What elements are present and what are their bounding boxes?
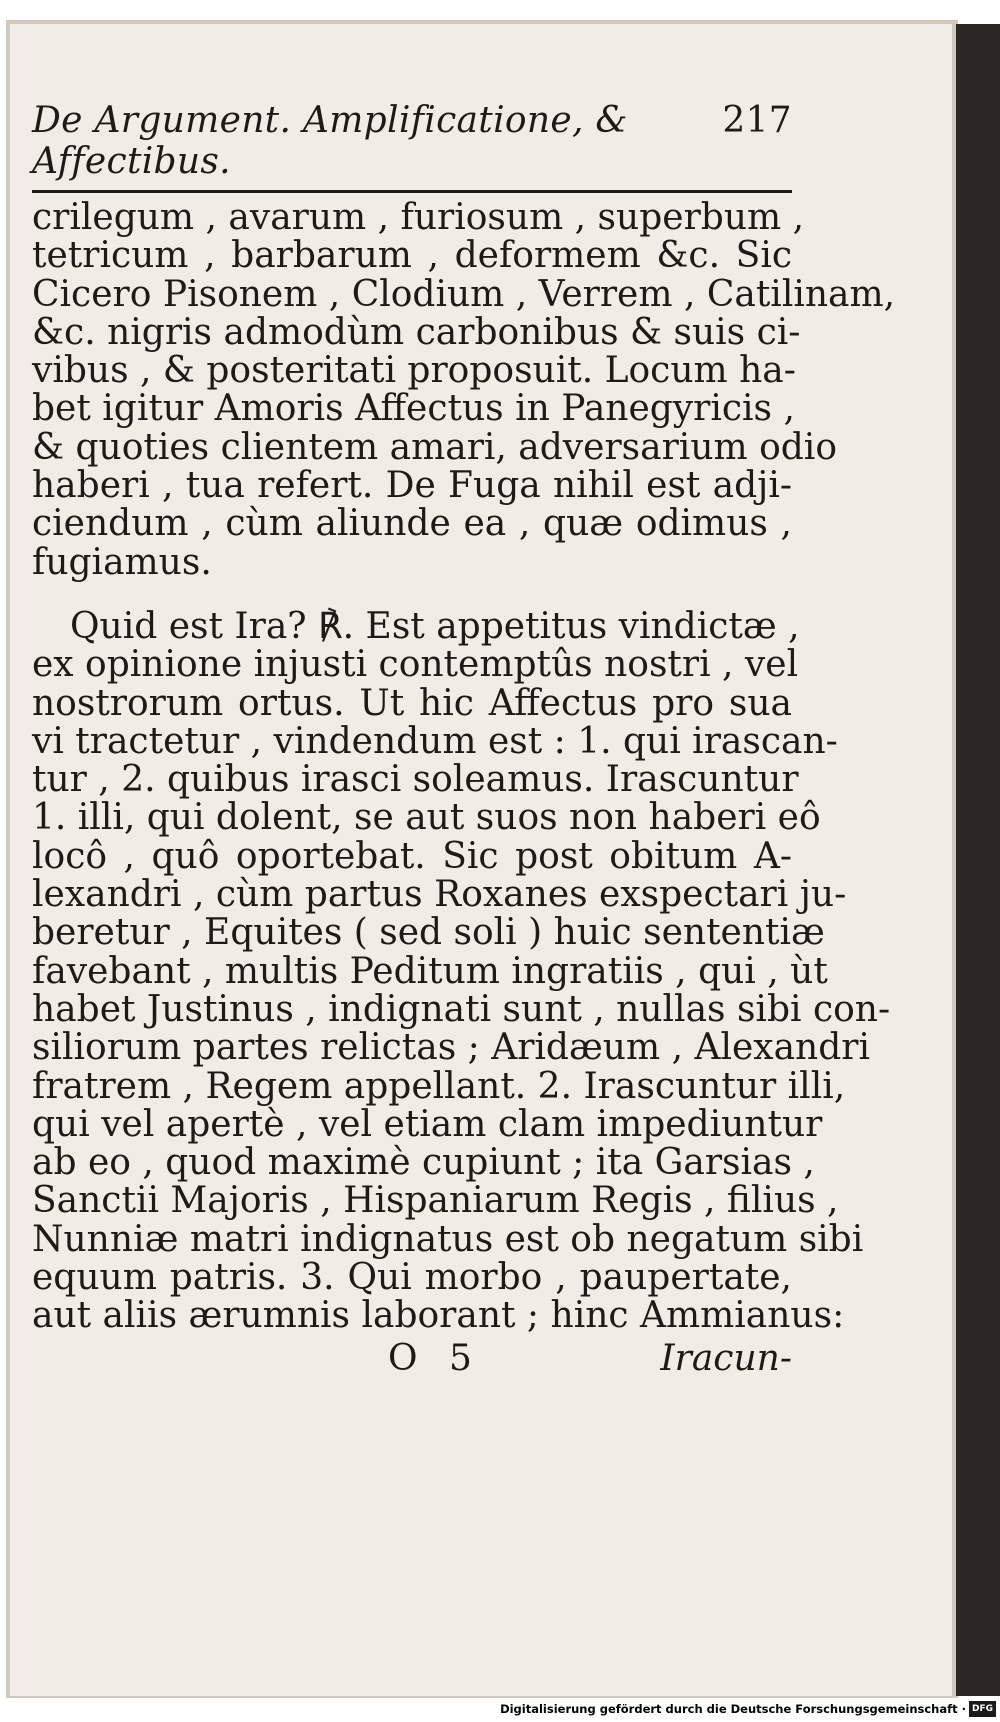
text-line: ab eo , quod maximè cupiunt ; ita Garsias , [32, 1142, 815, 1184]
credit-text: Digitalisierung gefördert durch die Deutsche Forschungsgemeinschaft · [500, 1702, 966, 1716]
running-head [32, 100, 792, 182]
text-line: equum patris. 3. Qui morbo , paupertate, [32, 1257, 792, 1299]
text-line: Nunniæ matri indignatus est ob negatum sibi [32, 1218, 864, 1260]
text-line: fugiamus. [32, 541, 212, 583]
text-line: Quid est Ira? ℟. Est appetitus vindictæ , [70, 605, 800, 647]
book-edge [956, 24, 1000, 1696]
running-title: De Argument. Amplificatione, & Affectibus. [32, 100, 628, 182]
text-block [32, 197, 896, 1337]
text-line: Cicero Pisonem , Clodium , Verrem , Catilinam, [32, 273, 896, 315]
text-line: nostrorum ortus. Ut hic Affectus pro sua [32, 682, 792, 724]
page-body [32, 100, 896, 1379]
text-line: fratrem , Regem appellant. 2. Irascuntur illi, [32, 1065, 846, 1107]
paragraph-2 [32, 605, 891, 1337]
catchword: Iracun- [660, 1337, 792, 1379]
text-line: siliorum partes relictas ; Aridæum , Alexandri [32, 1027, 870, 1069]
text-line: Sanctii Majoris , Hispaniarum Regis , filius , [32, 1180, 839, 1222]
text-line: tetricum , barbarum , deformem &c. Sic [32, 235, 792, 277]
dfg-logo-icon: DFG [969, 1701, 996, 1717]
paragraph-1 [32, 197, 896, 583]
text-line: vi tractetur , vindendum est : 1. qui irascan- [32, 720, 838, 762]
text-line: crilegum , avarum , furiosum , superbum , [32, 197, 805, 238]
text-line: habet Justinus , indignati sunt , nullas sibi con- [32, 988, 891, 1030]
text-line: locô , quô oportebat. Sic post obitum A- [32, 835, 792, 877]
text-line: &c. nigris admodùm carbonibus & suis ci- [32, 311, 801, 353]
text-line: bet igitur Amoris Affectus in Panegyricis , [32, 388, 795, 430]
text-line: lexandri , cùm partus Roxanes exspectari ju- [32, 874, 847, 916]
signature-mark: O 5 [388, 1337, 482, 1379]
paragraph-gap [32, 582, 792, 608]
text-line: vibus , & posteritati proposuit. Locum ha- [32, 350, 796, 392]
text-line: ex opinione injusti contemptûs nostri , vel [32, 644, 799, 686]
digitization-credit [0, 1698, 1000, 1722]
page-footer [32, 1338, 792, 1378]
text-line: tur , 2. quibus irasci soleamus. Irascuntur [32, 759, 799, 801]
text-line: beretur , Equites ( sed soli ) huic sententiæ [32, 912, 825, 954]
text-line: aut aliis ærumnis laborant ; hinc Ammianus: [32, 1295, 845, 1337]
text-line: haberi , tua refert. De Fuga nihil est adji- [32, 465, 792, 507]
text-line: favebant , multis Peditum ingratiis , qui , ùt [32, 950, 828, 992]
text-line: 1. illi, qui dolent, se aut suos non haberi eô [32, 797, 821, 839]
text-line: & quoties clientem amari, adversarium odio [32, 426, 837, 468]
header-rule [32, 190, 792, 193]
page-number: 217 [722, 100, 792, 141]
text-line: ciendum , cùm aliunde ea , quæ odimus , [32, 503, 792, 545]
text-line: qui vel apertè , vel etiam clam impediuntur [32, 1103, 823, 1145]
